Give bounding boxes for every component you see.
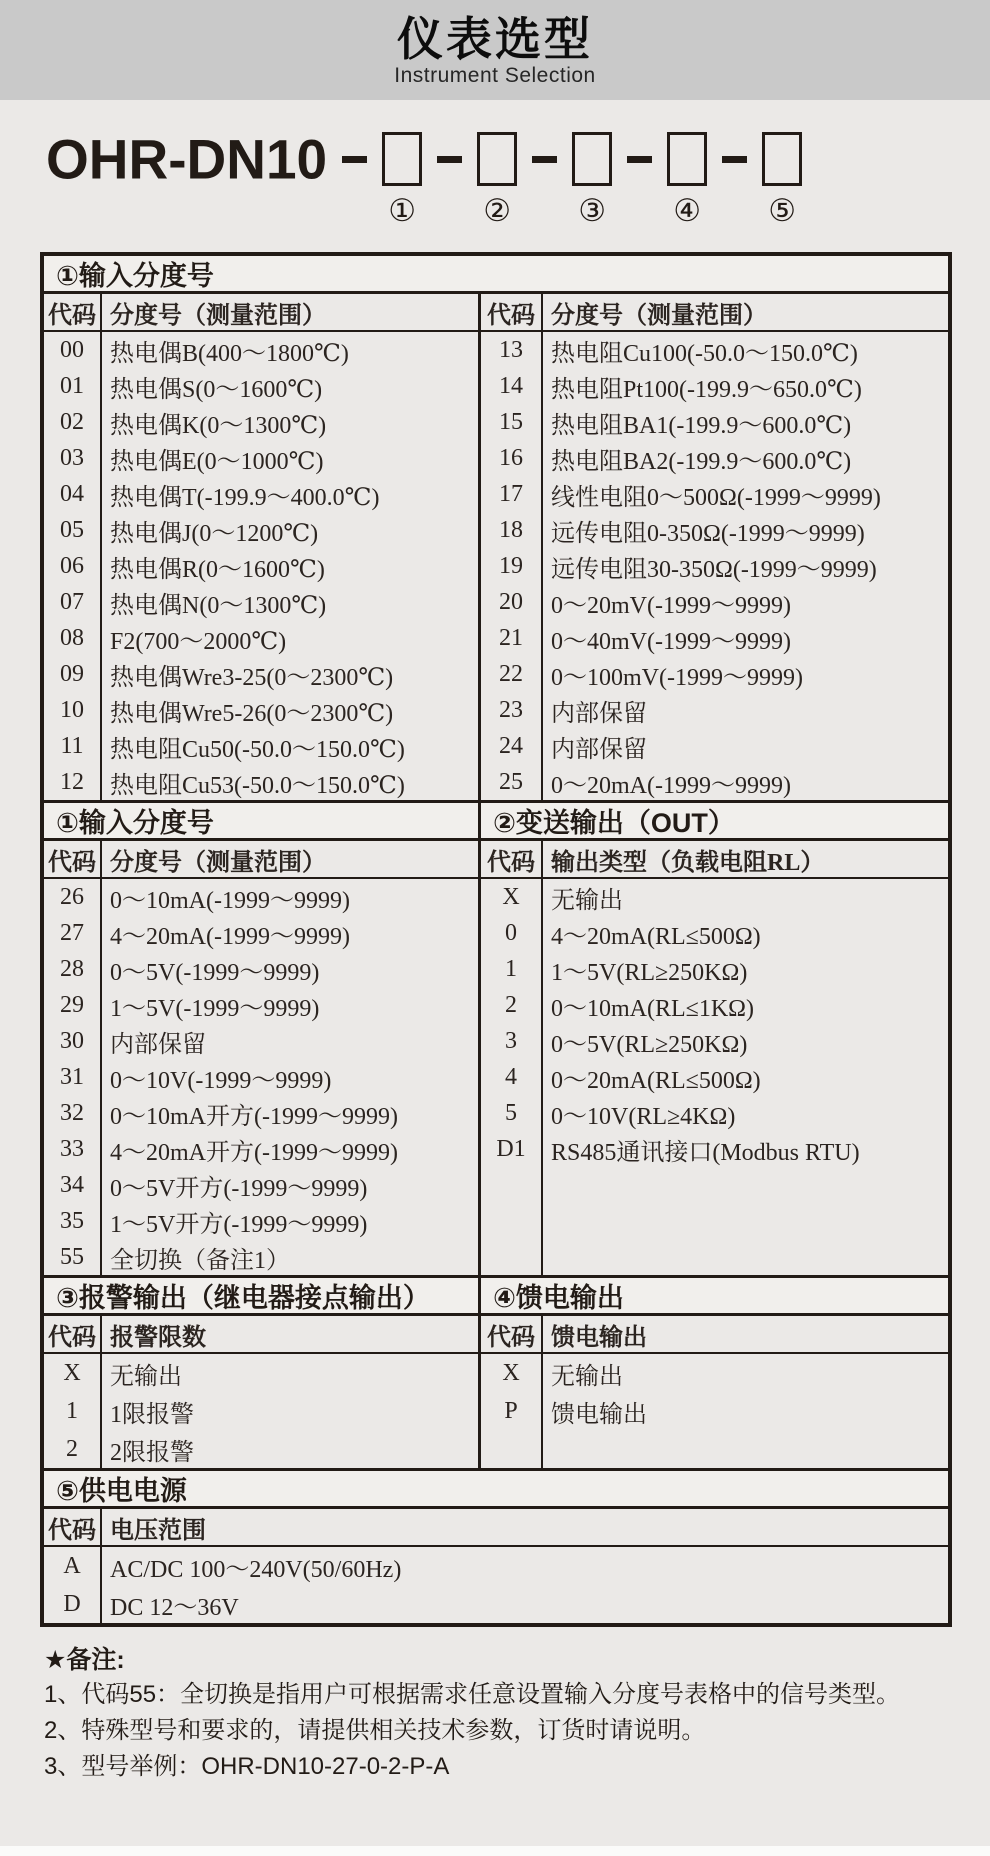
code-cell: 55 [44, 1239, 102, 1275]
column-header-row [44, 294, 478, 332]
spec-cell: 1～5V开方(-1999～9999) [110, 1211, 368, 1238]
table-row [44, 1203, 478, 1239]
table-row [481, 915, 948, 951]
code-cell: 1 [481, 951, 543, 987]
code-cell: 24 [481, 728, 543, 764]
spec-cell: 0～5V(-1999～9999) [110, 959, 320, 986]
table-row [481, 1392, 948, 1430]
position-number-4: ④ [673, 193, 702, 229]
code-cell: 00 [44, 332, 102, 368]
section-title-input-division-2: ①输入分度号 [44, 803, 478, 841]
code-column-header: 代码 [44, 1316, 102, 1352]
table-row [481, 1059, 948, 1095]
section3-left-half [44, 1278, 478, 1468]
spec-cell: 4～20mA(RL≤500Ω) [551, 923, 761, 950]
table-rows [44, 1547, 948, 1623]
section3-columns [44, 1278, 948, 1468]
table-row [44, 620, 478, 656]
table-row [481, 692, 948, 728]
spec-cell: 热电偶R(0～1600℃) [110, 556, 325, 583]
spec-cell: 1限报警 [110, 1401, 194, 1428]
spec-cell: 远传电阻0-350Ω(-1999～9999) [551, 520, 865, 547]
spec-cell: 无输出 [551, 1363, 623, 1390]
code-cell: 27 [44, 915, 102, 951]
spec-cell: 0～10mA开方(-1999～9999) [110, 1103, 398, 1130]
code-cell: 35 [44, 1203, 102, 1239]
code-cell: 26 [44, 879, 102, 915]
table-rows [44, 879, 478, 1275]
code-cell: 4 [481, 1059, 543, 1095]
code-cell: 28 [44, 951, 102, 987]
code-cell: 05 [44, 512, 102, 548]
table-rows [481, 1354, 948, 1430]
column-header-row [481, 1316, 948, 1354]
spec-cell: 热电阻Cu100(-50.0～150.0℃) [551, 340, 858, 367]
code-column-header: 代码 [44, 1509, 102, 1545]
dash-separator [342, 156, 367, 163]
code-cell: 19 [481, 548, 543, 584]
code-cell: P [481, 1392, 543, 1430]
spec-cell: 热电偶N(0～1300℃) [110, 592, 327, 619]
spec-cell: 4～20mA(-1999～9999) [110, 923, 350, 950]
spec-cell: 0～10mA(RL≤1KΩ) [551, 995, 754, 1022]
code-column-header: 代码 [44, 841, 102, 877]
table-row [44, 548, 478, 584]
spec-cell: 1～5V(RL≥250KΩ) [551, 959, 748, 986]
table-row [44, 764, 478, 800]
code-cell: 29 [44, 987, 102, 1023]
table-row [481, 1354, 948, 1392]
spec-cell: 0～5V(RL≥250KΩ) [551, 1031, 748, 1058]
table-rows [44, 332, 478, 800]
code-cell: 23 [481, 692, 543, 728]
spec-cell: 无输出 [110, 1363, 182, 1390]
table-row [481, 620, 948, 656]
table-row [44, 879, 478, 915]
spec-cell: 热电偶K(0～1300℃) [110, 412, 327, 439]
code-cell: 20 [481, 584, 543, 620]
remarks-block [44, 1643, 990, 1785]
code-cell: 31 [44, 1059, 102, 1095]
table-row [481, 987, 948, 1023]
code-cell: X [44, 1354, 102, 1392]
spec-cell: 热电阻Pt100(-199.9～650.0℃) [551, 376, 862, 403]
section2-columns [44, 803, 948, 1275]
spec-column-header: 输出类型（负载电阻RL） [551, 849, 825, 876]
section-alarm-and-feed-output [44, 1275, 948, 1468]
code-cell: A [44, 1547, 102, 1585]
section-power-supply [44, 1468, 948, 1623]
table-row [44, 1239, 478, 1275]
code-cell: 14 [481, 368, 543, 404]
table-rows [44, 1354, 478, 1468]
table-row [481, 512, 948, 548]
spec-cell: 热电阻BA1(-199.9～600.0℃) [551, 412, 852, 439]
spec-cell: 热电偶B(400～1800℃) [110, 340, 349, 367]
empty-filler [481, 1430, 948, 1468]
position-number-2: ② [483, 193, 512, 229]
spec-cell: 热电偶T(-199.9～400.0℃) [110, 484, 380, 511]
spec-cell: 热电偶J(0～1200℃) [110, 520, 319, 547]
model-position-box-4 [667, 132, 707, 229]
spec-cell: 线性电阻0～500Ω(-1999～9999) [551, 484, 881, 511]
table-row [44, 584, 478, 620]
spec-column-header: 馈电输出 [551, 1324, 647, 1351]
spec-cell: 0～10mA(-1999～9999) [110, 887, 350, 914]
table-row [44, 1585, 948, 1623]
code-column-header: 代码 [481, 1316, 543, 1352]
spec-cell: 热电阻BA2(-199.9～600.0℃) [551, 448, 852, 475]
spec-cell: 热电偶Wre3-25(0～2300℃) [110, 664, 394, 691]
section2-left-half [44, 803, 478, 1275]
spec-cell: 0～10V(-1999～9999) [110, 1067, 332, 1094]
spec-cell: 馈电输出 [551, 1401, 647, 1428]
code-cell: D [44, 1585, 102, 1623]
code-cell: 22 [481, 656, 543, 692]
remarks-title: ★备注: [44, 1646, 125, 1674]
section3-right-half [478, 1278, 948, 1468]
section-title-transmit-output: ②变送输出（OUT） [481, 803, 948, 841]
code-cell: 07 [44, 584, 102, 620]
code-cell: 2 [44, 1430, 102, 1468]
code-cell: 17 [481, 476, 543, 512]
position-number-1: ① [388, 193, 417, 229]
code-cell: 10 [44, 692, 102, 728]
code-column-header: 代码 [481, 294, 543, 330]
code-cell: 5 [481, 1095, 543, 1131]
code-cell: 2 [481, 987, 543, 1023]
spec-column-header: 电压范围 [110, 1517, 206, 1544]
section-input-division-1 [44, 256, 948, 800]
position-number-5: ⑤ [768, 193, 797, 229]
column-header-row [44, 1316, 478, 1354]
spec-cell: 远传电阻30-350Ω(-1999～9999) [551, 556, 877, 583]
table-row [44, 1131, 478, 1167]
table-row [44, 512, 478, 548]
table-row [481, 332, 948, 368]
table-row [481, 368, 948, 404]
table-row [481, 1095, 948, 1131]
column-header-row [481, 294, 948, 332]
code-cell: 15 [481, 404, 543, 440]
spec-cell: 1～5V(-1999～9999) [110, 995, 320, 1022]
spec-cell: F2(700～2000℃) [110, 628, 287, 655]
spec-cell: 0～5V开方(-1999～9999) [110, 1175, 368, 1202]
model-prefix: OHR-DN10 [46, 127, 328, 191]
section1-left-half [44, 294, 478, 800]
spec-cell: RS485通讯接口(Modbus RTU) [551, 1139, 860, 1166]
table-row [44, 1167, 478, 1203]
table-row [481, 728, 948, 764]
spec-cell: 热电偶Wre5-26(0～2300℃) [110, 700, 394, 727]
code-cell: 13 [481, 332, 543, 368]
code-cell: 0 [481, 915, 543, 951]
code-cell: 30 [44, 1023, 102, 1059]
model-code-diagram [46, 127, 990, 229]
page-title: 仪表选型 [397, 13, 593, 65]
remark-item-3: 3、型号举例：OHR-DN10-27-0-2-P-A [44, 1753, 450, 1780]
code-cell: 25 [481, 764, 543, 800]
table-row [44, 1354, 478, 1392]
table-row [44, 1059, 478, 1095]
page-subtitle: Instrument Selection [394, 64, 596, 87]
code-cell: 12 [44, 764, 102, 800]
section-title-input-division: ①输入分度号 [44, 256, 948, 294]
section-title-feed-output: ④馈电输出 [481, 1278, 948, 1316]
code-cell: D1 [481, 1131, 543, 1167]
bottom-margin-strip [0, 1846, 990, 1856]
section2-right-half [478, 803, 948, 1275]
dash-separator [722, 156, 747, 163]
code-cell: 08 [44, 620, 102, 656]
table-rows [481, 332, 948, 800]
dash-separator [532, 156, 557, 163]
spec-cell: 内部保留 [110, 1031, 206, 1058]
table-row [481, 951, 948, 987]
model-position-box-2 [477, 132, 517, 229]
table-row [44, 1095, 478, 1131]
code-cell: 34 [44, 1167, 102, 1203]
code-cell: 04 [44, 476, 102, 512]
table-row [481, 656, 948, 692]
table-row [481, 476, 948, 512]
spec-cell: 0～20mA(-1999～9999) [551, 772, 791, 799]
spec-column-header: 分度号（测量范围） [110, 849, 326, 876]
code-cell: 16 [481, 440, 543, 476]
spec-cell: 内部保留 [551, 700, 647, 727]
column-header-row [481, 841, 948, 879]
code-cell: 02 [44, 404, 102, 440]
table-row [44, 440, 478, 476]
section-title-power-supply: ⑤供电电源 [44, 1471, 948, 1509]
table-row [44, 332, 478, 368]
section1-right-half [478, 294, 948, 800]
spec-column-header: 分度号（测量范围） [551, 302, 767, 329]
code-cell: 09 [44, 656, 102, 692]
spec-cell: 无输出 [551, 887, 623, 914]
empty-filler [481, 1167, 948, 1275]
column-header-row [44, 841, 478, 879]
table-row [481, 1131, 948, 1167]
dash-separator [627, 156, 652, 163]
table-row [481, 404, 948, 440]
code-cell: 33 [44, 1131, 102, 1167]
table-row [44, 1392, 478, 1430]
spec-cell: 0～20mV(-1999～9999) [551, 592, 791, 619]
spec-column-header: 分度号（测量范围） [110, 302, 326, 329]
table-row [44, 1547, 948, 1585]
column-header-row [44, 1509, 948, 1547]
table-row [44, 1430, 478, 1468]
spec-cell: 2限报警 [110, 1439, 194, 1466]
table-row [44, 656, 478, 692]
code-cell: 32 [44, 1095, 102, 1131]
spec-cell: 0～100mV(-1999～9999) [551, 664, 803, 691]
spec-cell: AC/DC 100～240V(50/60Hz) [110, 1556, 402, 1583]
table-row [44, 951, 478, 987]
code-cell: 11 [44, 728, 102, 764]
code-cell: X [481, 879, 543, 915]
spec-cell: 0～10V(RL≥4KΩ) [551, 1103, 736, 1130]
spec-column-header: 报警限数 [110, 1324, 206, 1351]
table-row [44, 692, 478, 728]
table-row [44, 728, 478, 764]
spec-cell: DC 12～36V [110, 1594, 239, 1621]
section-title-alarm-output: ③报警输出（继电器接点输出） [44, 1278, 478, 1316]
dash-separator [437, 156, 462, 163]
section1-columns [44, 294, 948, 800]
table-row [44, 915, 478, 951]
code-cell: 21 [481, 620, 543, 656]
table-row [481, 584, 948, 620]
table-row [44, 987, 478, 1023]
model-position-box-5 [762, 132, 802, 229]
code-cell: 3 [481, 1023, 543, 1059]
table-row [481, 764, 948, 800]
code-cell: 1 [44, 1392, 102, 1430]
model-position-box-1 [382, 132, 422, 229]
table-row [44, 368, 478, 404]
spec-cell: 全切换（备注1） [110, 1247, 290, 1274]
spec-cell: 热电阻Cu53(-50.0～150.0℃) [110, 772, 405, 799]
page-header [0, 0, 990, 100]
spec-cell: 0～20mA(RL≤500Ω) [551, 1067, 761, 1094]
code-column-header: 代码 [44, 294, 102, 330]
remark-item-1: 1、代码55：全切换是指用户可根据需求任意设置输入分度号表格中的信号类型。 [44, 1681, 901, 1708]
table-row [481, 548, 948, 584]
spec-cell: 热电偶S(0～1600℃) [110, 376, 323, 403]
table-row [44, 476, 478, 512]
code-column-header: 代码 [481, 841, 543, 877]
table-rows [481, 879, 948, 1167]
spec-cell: 内部保留 [551, 736, 647, 763]
spec-cell: 热电偶E(0～1000℃) [110, 448, 324, 475]
position-number-3: ③ [578, 193, 607, 229]
table-row [44, 1023, 478, 1059]
table-row [481, 1023, 948, 1059]
code-cell: 03 [44, 440, 102, 476]
selection-table [40, 252, 952, 1627]
remark-item-2: 2、特殊型号和要求的，请提供相关技术参数，订货时请说明。 [44, 1717, 706, 1744]
table-row [44, 404, 478, 440]
code-cell: 18 [481, 512, 543, 548]
section-input-division-2-and-output [44, 800, 948, 1275]
model-position-box-3 [572, 132, 612, 229]
code-cell: X [481, 1354, 543, 1392]
spec-cell: 0～40mV(-1999～9999) [551, 628, 791, 655]
spec-cell: 4～20mA开方(-1999～9999) [110, 1139, 398, 1166]
table-row [481, 879, 948, 915]
spec-cell: 热电阻Cu50(-50.0～150.0℃) [110, 736, 405, 763]
table-row [481, 440, 948, 476]
code-cell: 06 [44, 548, 102, 584]
code-cell: 01 [44, 368, 102, 404]
